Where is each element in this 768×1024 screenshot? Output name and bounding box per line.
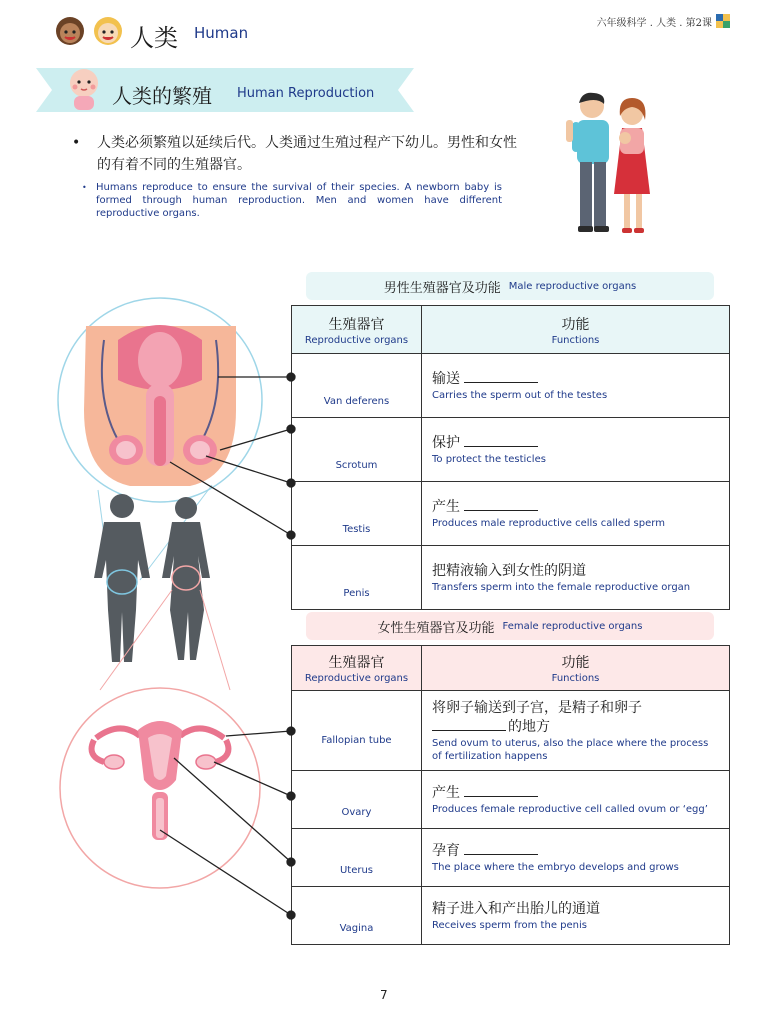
col-header-en: Functions — [551, 334, 600, 346]
organ-name: Penis — [292, 546, 422, 610]
function-cn — [432, 784, 721, 803]
male-heading-cn: 男性生殖器官及功能 — [383, 280, 501, 296]
bullet-marker: • — [82, 183, 87, 192]
col-organs-header — [292, 306, 422, 354]
organ-function — [422, 771, 730, 829]
fill-in-blank[interactable] — [464, 434, 538, 447]
fill-in-blank[interactable] — [464, 498, 538, 511]
baby-icon — [64, 66, 104, 112]
col-functions-header — [422, 646, 730, 691]
intro-text-en: Humans reproduce to ensure the survival of their species. A newborn baby is formed through human reproduction. Men and women have different reproductive organs. — [96, 182, 502, 219]
col-header-en: Functions — [551, 673, 600, 684]
male-section-heading — [306, 272, 714, 300]
organ-function — [422, 546, 730, 610]
organ-function — [422, 887, 730, 945]
fill-in-blank[interactable] — [464, 370, 538, 383]
male-heading-en: Male reproductive organs — [508, 280, 637, 292]
col-header-cn: 生殖器官 — [328, 655, 385, 671]
male-connectors — [170, 373, 295, 539]
function-cn-a: 将卵子输送到子宫，是精子和卵子 — [432, 699, 642, 716]
female-silhouette — [162, 497, 210, 660]
female-heading-cn: 女性生殖器官及功能 — [377, 620, 495, 636]
col-header-cn: 功能 — [561, 316, 590, 333]
female-organs-table — [291, 645, 730, 945]
page-header-title: 人类 — [130, 24, 178, 52]
function-cn-text: 输送 — [432, 370, 460, 387]
organ-name: Van deferens — [292, 354, 422, 418]
female-section-heading — [306, 612, 714, 640]
male-silhouette — [94, 494, 150, 662]
function-cn-text: 孕育 — [432, 842, 460, 859]
function-en: To protect the testicles — [432, 453, 546, 465]
function-cn — [432, 434, 721, 453]
table-row — [292, 829, 730, 887]
header-kids-icon — [52, 12, 130, 48]
table-header-row — [292, 306, 730, 354]
col-organs-header — [292, 646, 422, 691]
fill-in-blank[interactable] — [464, 784, 538, 797]
table-header-row — [292, 646, 730, 691]
intro-bullet-cn — [72, 132, 525, 176]
function-cn-text: 保护 — [432, 434, 460, 451]
bullet-marker: • — [72, 135, 81, 151]
page-number: 7 — [380, 988, 388, 1002]
function-en: Receives sperm from the penis — [432, 919, 587, 931]
organ-function — [422, 829, 730, 887]
col-header-cn: 生殖器官 — [328, 316, 385, 333]
organ-name: Uterus — [292, 829, 422, 887]
fill-in-blank[interactable] — [432, 718, 506, 731]
female-connectors — [160, 727, 295, 919]
breadcrumb: 六年级科学 . 人类 . 第2课 — [596, 18, 712, 29]
function-cn — [432, 842, 721, 861]
flag-icon — [716, 14, 730, 28]
col-header-en: Reproductive organs — [304, 334, 409, 346]
function-en: Produces male reproductive cells called sperm — [432, 517, 665, 529]
organ-name: Vagina — [292, 887, 422, 945]
table-row — [292, 887, 730, 945]
organ-name: Testis — [292, 482, 422, 546]
organ-function — [422, 354, 730, 418]
function-en: Send ovum to uterus, also the place where the process of fertilization happens — [432, 737, 709, 762]
function-cn-text: 的地方 — [508, 718, 550, 735]
col-header-en: Reproductive organs — [304, 673, 409, 684]
organ-function — [422, 482, 730, 546]
female-heading-en: Female reproductive organs — [502, 620, 643, 632]
fill-in-blank[interactable] — [464, 842, 538, 855]
col-functions-header — [422, 306, 730, 354]
page-header-subtitle: Human — [194, 24, 249, 42]
table-row — [292, 691, 730, 771]
table-row — [292, 546, 730, 610]
family-illustration — [552, 90, 662, 240]
table-row — [292, 418, 730, 482]
function-cn-text: 产生 — [432, 784, 460, 801]
table-row — [292, 354, 730, 418]
function-cn — [432, 370, 721, 389]
organ-name: Fallopian tube — [292, 691, 422, 771]
intro-bullet-en — [82, 181, 502, 220]
function-en: Transfers sperm into the female reproductive organ — [432, 581, 691, 593]
function-en: Carries the sperm out of the testes — [432, 389, 608, 401]
lesson-title-en: Human Reproduction — [237, 86, 375, 101]
female-organ-diagram — [60, 688, 260, 888]
function-cn: 精子进入和产出胎儿的通道 — [432, 900, 600, 917]
table-row — [292, 482, 730, 546]
intro-text-cn: 人类必须繁殖以延续后代。人类通过生殖过程产下幼儿。男性和女性的有着不同的生殖器官。 — [97, 135, 517, 173]
male-organs-table — [291, 305, 730, 610]
lesson-title-cn: 人类的繁殖 — [112, 84, 212, 108]
organ-name: Scrotum — [292, 418, 422, 482]
organ-function — [422, 691, 730, 771]
table-row — [292, 771, 730, 829]
function-en: Produces female reproductive cell called ovum or ‘egg’ — [432, 803, 708, 815]
col-header-cn: 功能 — [561, 655, 590, 671]
function-cn — [432, 498, 721, 517]
organ-name: Ovary — [292, 771, 422, 829]
function-cn: 把精液输入到女性的阴道 — [432, 562, 586, 579]
male-organ-diagram — [58, 298, 262, 502]
function-cn-text: 产生 — [432, 498, 460, 515]
function-en: The place where the embryo develops and grows — [432, 861, 679, 873]
organ-function — [422, 418, 730, 482]
function-cn-b — [432, 718, 721, 737]
